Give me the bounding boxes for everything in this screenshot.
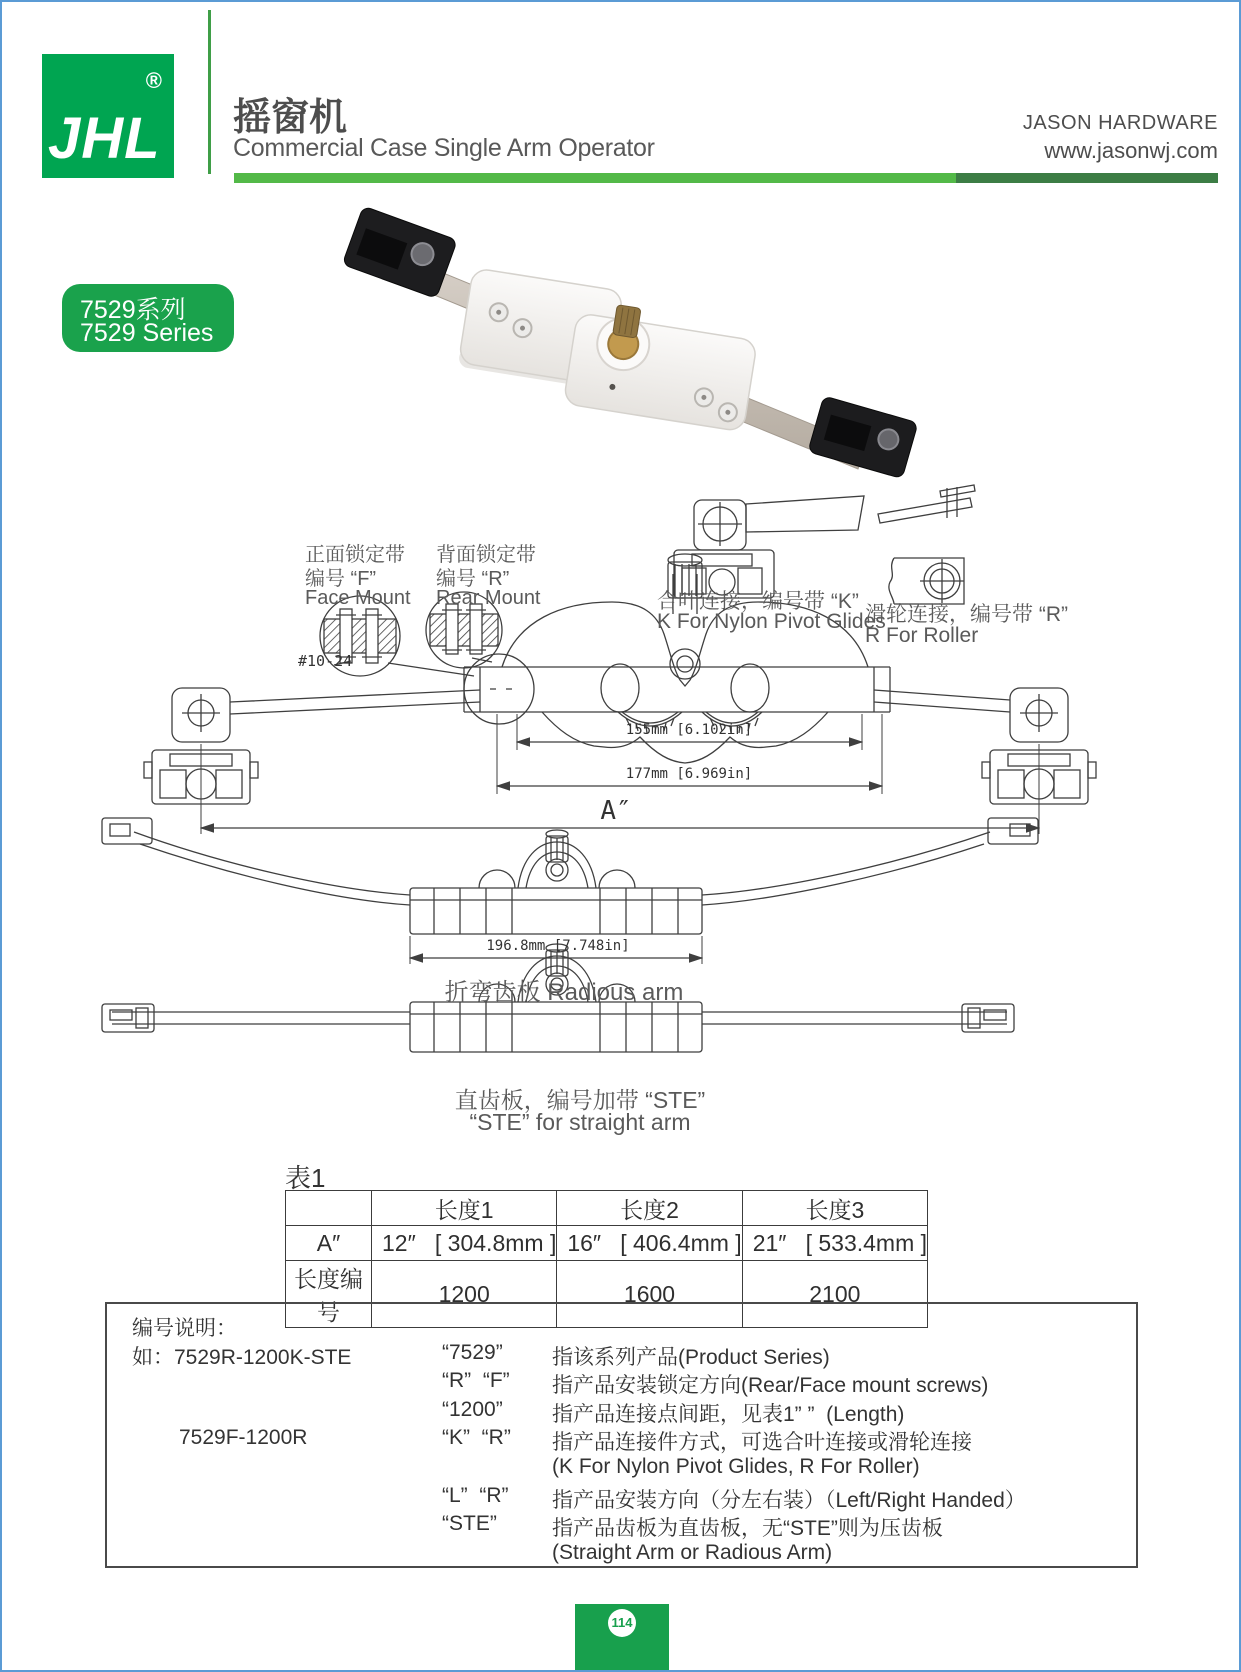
legend-example-1: 如：7529R-1200K-STE <box>132 1345 352 1369</box>
row-label-a: A″ <box>286 1226 372 1261</box>
cell-code-2: 1600 <box>557 1261 742 1328</box>
row-label-code: 长度编号 <box>286 1261 372 1328</box>
header-accent-bar <box>234 173 956 183</box>
straight-arm-caption-en: “STE” for straight arm <box>469 1109 691 1135</box>
table-header-length1: 长度1 <box>372 1191 557 1226</box>
series-badge-en: 7529 Series <box>80 319 214 347</box>
legend-code-1: “R” “F” <box>442 1369 510 1393</box>
series-badge <box>62 284 234 352</box>
roller-label-zh: 滑轮连接，编号带 “R” <box>865 603 1068 626</box>
legend-desc-5: 指产品安装方向（分左右装）（Left/Right Handed） <box>552 1488 1026 1512</box>
roller-label-en: R For Roller <box>865 624 979 647</box>
hinge-label-zh: 合叶连接，编号带 “K” <box>657 590 859 613</box>
straight-arm-caption-zh: 直齿板，编号加带 “STE” <box>454 1087 706 1113</box>
cell-code-3: 2100 <box>742 1261 927 1328</box>
legend-desc-0: 指该系列产品(Product Series) <box>552 1345 830 1369</box>
registered-mark-icon: ® <box>145 68 162 93</box>
dimension-155: 155mm [6.102in] <box>625 722 753 738</box>
cell-a-3: 21″ [ 533.4mm ] <box>742 1226 927 1261</box>
dimension-177: 177mm [6.969in] <box>625 766 753 782</box>
technical-drawing <box>92 482 1172 1142</box>
legend-desc-2: 指产品连接点间距，见表1” ” (Length) <box>552 1402 905 1426</box>
company-website: www.jasonwj.com <box>1044 138 1218 163</box>
rear-mount-label-en: Rear Mount <box>436 587 541 609</box>
series-badge-zh: 7529系列 <box>80 296 186 324</box>
company-name: JASON HARDWARE <box>1022 112 1218 134</box>
table-header-length3: 长度3 <box>742 1191 927 1226</box>
legend-desc-3: 指产品连接件方式，可选合叶连接或滑轮连接 <box>552 1431 972 1455</box>
face-mount-label-zh: 正面锁定带 <box>305 544 405 566</box>
product-photo <box>322 192 942 492</box>
table-row <box>286 1226 928 1261</box>
page-number: 114 <box>608 1609 636 1637</box>
dimension-a: A″ <box>600 796 632 826</box>
cell-a-2: 16″ [ 406.4mm ] <box>557 1226 742 1261</box>
legend-code-3: “K” “R” <box>442 1426 511 1450</box>
dimension-radius: 196.8mm [7.748in] <box>486 938 630 954</box>
page-title-zh: 摇窗机 <box>233 97 348 139</box>
brand-logo <box>42 54 174 178</box>
legend-code-2: “1200” <box>442 1397 503 1421</box>
face-mount-label-en: Face Mount <box>305 587 411 609</box>
hinge-label-en: K For Nylon Pivot Glides <box>657 610 886 633</box>
rear-mount-code: 编号 “R” <box>436 568 510 590</box>
legend-desc-7: (Straight Arm or Radious Arm) <box>552 1540 833 1564</box>
legend-title: 编号说明： <box>132 1317 237 1340</box>
face-mount-code: 编号 “F” <box>305 568 377 590</box>
header-divider <box>208 10 211 174</box>
table-header-row <box>286 1191 928 1226</box>
table-title: 表1 <box>285 1163 326 1193</box>
numbering-legend-box <box>105 1302 1138 1568</box>
table-header-length2: 长度2 <box>557 1191 742 1226</box>
legend-code-5: “L” “R” <box>442 1483 509 1507</box>
legend-desc-1: 指产品安装锁定方向(Rear/Face mount screws) <box>552 1374 989 1398</box>
footer-block <box>575 1604 669 1672</box>
header-accent-bar-dark <box>956 173 1218 183</box>
legend-desc-6: 指产品齿板为直齿板，无“STE”则为压齿板 <box>552 1517 943 1541</box>
screw-spec-label: #10-24 <box>298 652 353 670</box>
rear-mount-label-zh: 背面锁定带 <box>436 544 536 566</box>
legend-example-2: 7529F-1200R <box>179 1426 308 1450</box>
brand-logo-text: JHL <box>48 106 161 171</box>
legend-desc-4: (K For Nylon Pivot Glides, R For Roller) <box>552 1455 920 1478</box>
cell-a-1: 12″ [ 304.8mm ] <box>372 1226 557 1261</box>
legend-code-6: “STE” <box>442 1512 497 1536</box>
cell-code-1: 1200 <box>372 1261 557 1328</box>
radius-arm-caption: 折弯齿板 Radious arm <box>444 979 684 1006</box>
legend-code-0: “7529” <box>442 1340 503 1364</box>
page-title-en: Commercial Case Single Arm Operator <box>233 134 655 162</box>
table-header-blank <box>286 1191 372 1226</box>
